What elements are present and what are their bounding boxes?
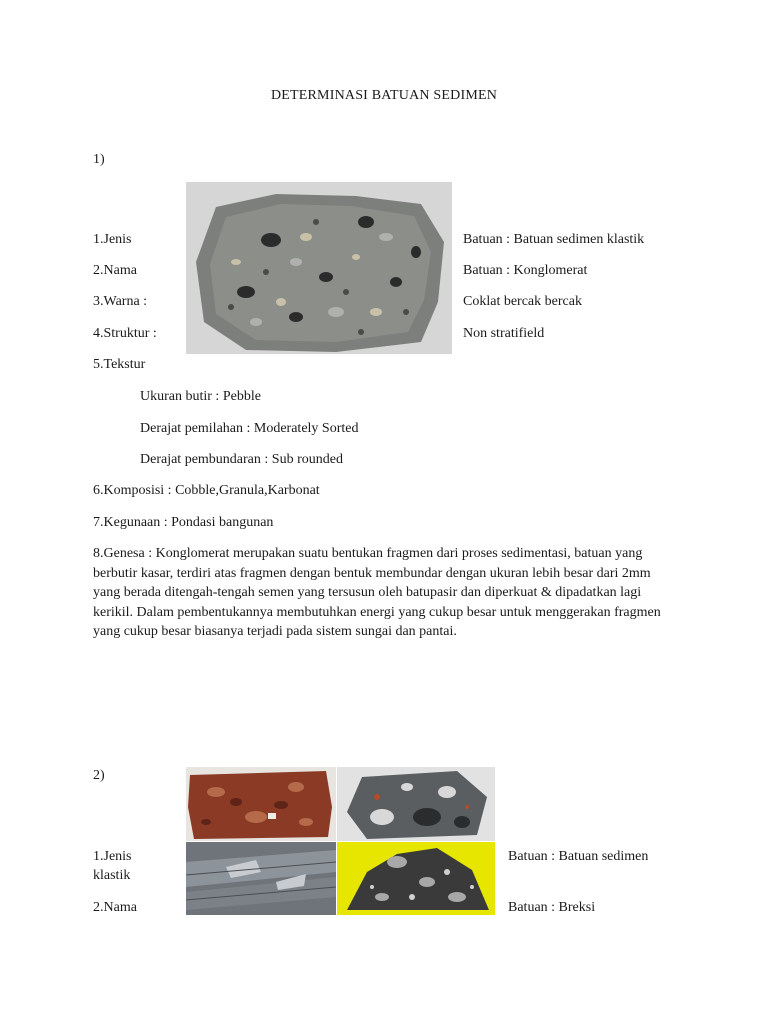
warna-value: Coklat bercak bercak: [463, 294, 582, 309]
tekstur-label: 5.Tekstur: [93, 357, 146, 372]
nama-value-2: Batuan : Breksi: [508, 900, 596, 915]
kegunaan: 7.Kegunaan : Pondasi bangunan: [93, 515, 274, 530]
jenis-value: Batuan : Batuan sedimen klastik: [463, 232, 645, 247]
genesa-paragraph: 8.Genesa : Konglomerat merupakan suatu bentukan fragmen dari proses sedimentasi, batuan yang berbutir kasar, terdiri atas fragmen dengan bentuk membundar dengan ukuran lebih besar dari 2mm yang berada ditengah-tengah semen yang tersusun oleh batupasir dan diperkuat & dipadatkan lagi kerikil. Dalam pembentukannya membutuhkan energi yang cukup besar untuk menggerakan fragmen yang cukup besar biasanya terjadi pada sistem sungai dan pantai.: [93, 546, 661, 639]
breccia-photo-yellow: [337, 842, 495, 915]
struktur-label: 4.Struktur :: [93, 326, 157, 341]
nama-value: Batuan : Konglomerat: [463, 263, 588, 278]
page-title: DETERMINASI BATUAN SEDIMEN: [270, 88, 498, 103]
derajat-pembundaran: Derajat pembundaran : Sub rounded: [140, 452, 343, 467]
jenis-value-2: Batuan : Batuan sedimen: [508, 849, 649, 864]
nama-label: 2.Nama: [93, 263, 137, 278]
warna-label: 3.Warna :: [93, 294, 148, 309]
section-number-1: 1): [93, 152, 105, 167]
derajat-pemilahan: Derajat pemilahan : Moderately Sorted: [140, 421, 359, 436]
struktur-value: Non stratifield: [463, 326, 545, 341]
breccia-photo-grey: [337, 767, 495, 841]
section-number-2: 2): [93, 768, 105, 783]
breccia-photo-slate: [186, 842, 336, 915]
conglomerate-photo: [186, 182, 452, 354]
jenis-label-2: 1.Jenis: [93, 849, 132, 864]
nama-label-2: 2.Nama: [93, 900, 137, 915]
ukuran-butir: Ukuran butir : Pebble: [140, 389, 261, 404]
jenis-label-2-cont: klastik: [93, 868, 131, 883]
jenis-label: 1.Jenis: [93, 232, 132, 247]
komposisi: 6.Komposisi : Cobble,Granula,Karbonat: [93, 483, 320, 498]
breccia-photo-red: [186, 767, 336, 841]
